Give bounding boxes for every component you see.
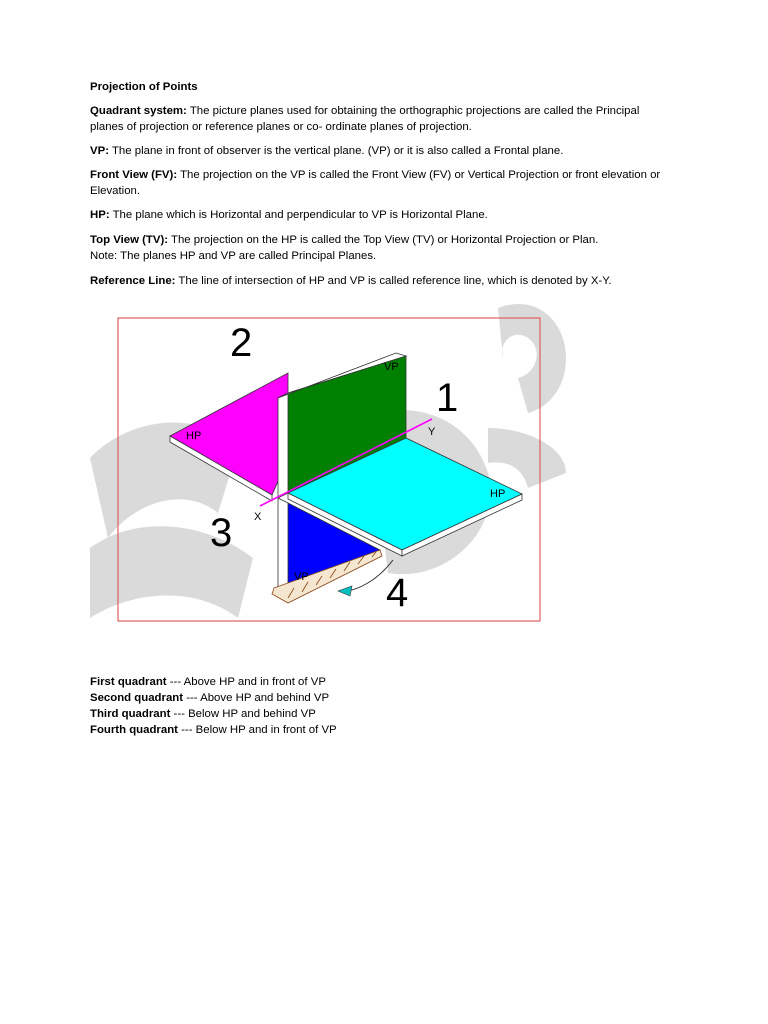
- vp-plane-bottom-edge: [278, 498, 288, 596]
- list-item: [90, 706, 337, 722]
- quadrant-name: Second quadrant: [90, 692, 184, 704]
- term-front-view: Front View (FV):: [90, 169, 178, 181]
- quadrant-name: Third quadrant: [90, 708, 171, 720]
- quadrant-label-3: 3: [210, 511, 233, 555]
- page-title: Projection of Points: [90, 81, 198, 93]
- quadrant-desc: --- Below HP and behind VP: [170, 708, 316, 720]
- paragraph-quadrant-system: [90, 103, 670, 135]
- paragraph-hp: [90, 207, 670, 223]
- list-item: [90, 722, 337, 738]
- definition-vp: The plane in front of observer is the vertical plane. (VP) or it is also called a Frontal plane.: [109, 145, 564, 157]
- list-item: [90, 674, 337, 690]
- x-label: X: [254, 511, 262, 523]
- quadrant-label-4: 4: [386, 571, 409, 615]
- hp-label-back: HP: [186, 430, 202, 442]
- vp-label-bottom: VP: [294, 571, 309, 583]
- quadrant-name: Fourth quadrant: [90, 724, 178, 736]
- definition-front-view: The projection on the VP is called the Front View (FV) or Vertical Projection or front elevation or Elevation.: [90, 169, 661, 197]
- hp-label-front: HP: [490, 488, 506, 500]
- paragraph-vp: [90, 143, 670, 159]
- definition-top-view: The projection on the HP is called the Top View (TV) or Horizontal Projection or Plan.: [168, 234, 599, 246]
- term-hp: HP:: [90, 209, 110, 221]
- y-label: Y: [428, 426, 436, 438]
- quadrant-desc: --- Above HP and in front of VP: [166, 676, 326, 688]
- quadrant-list: [90, 674, 337, 738]
- paragraph-reference-line: [90, 273, 670, 289]
- definition-quadrant-system: The picture planes used for obtaining the orthographic projections are called the Principal planes of projection or reference planes or co- ordinate planes of projection.: [90, 105, 640, 133]
- note-principal-planes: Note: The planes HP and VP are called Principal Planes.: [90, 250, 377, 262]
- quadrant-diagram-svg: [88, 298, 568, 628]
- vp-label-top: VP: [384, 361, 399, 373]
- quadrant-name: First quadrant: [90, 676, 167, 688]
- paragraph-top-view: [90, 232, 670, 264]
- rotation-arrow-head: [338, 586, 352, 596]
- definition-reference-line: The line of intersection of HP and VP is called reference line, which is denoted by X-Y.: [175, 275, 612, 287]
- quadrant-label-2: 2: [230, 321, 253, 365]
- term-vp: VP:: [90, 145, 109, 157]
- quadrant-label-1: 1: [436, 376, 459, 420]
- quadrant-desc: --- Below HP and in front of VP: [177, 724, 337, 736]
- term-reference-line: Reference Line:: [90, 275, 176, 287]
- vp-plane-top-edge: [278, 393, 288, 498]
- definition-hp: The plane which is Horizontal and perpendicular to VP is Horizontal Plane.: [109, 209, 488, 221]
- quadrant-desc: --- Above HP and behind VP: [183, 692, 330, 704]
- term-top-view: Top View (TV):: [90, 234, 169, 246]
- list-item: [90, 690, 337, 706]
- paragraph-front-view: [90, 167, 670, 199]
- term-quadrant-system: Quadrant system:: [90, 105, 187, 117]
- quadrant-diagram: [88, 298, 568, 628]
